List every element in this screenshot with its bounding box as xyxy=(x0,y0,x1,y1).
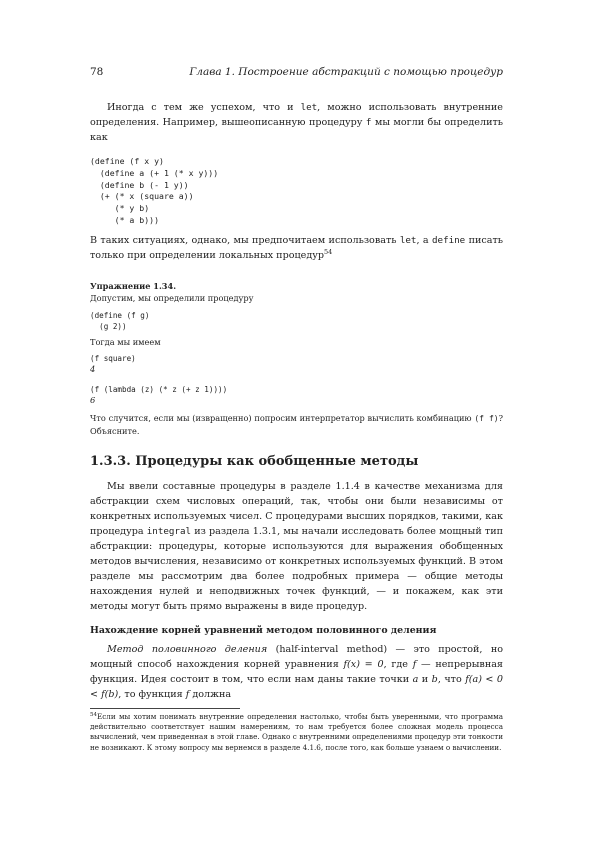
subsection-title: Нахождение корней уравнений методом половинного деления xyxy=(90,625,437,636)
section-title: 1.3.3. Процедуры как обобщенные методы xyxy=(90,454,419,469)
page-number: 78 xyxy=(90,66,104,78)
book-page xyxy=(90,66,503,753)
exercise-line-1: Допустим, мы определили процедуру xyxy=(90,292,254,303)
exercise-code-b: (f square) xyxy=(90,354,136,364)
page-header xyxy=(90,66,503,82)
exercise-title: Упражнение 1.34. xyxy=(90,280,177,291)
exercise-code-c: (f (lambda (z) (* z (+ z 1)))) xyxy=(90,384,228,394)
exercise-code-a: (define (f g) (g 2)) xyxy=(90,310,150,331)
footnote-ref: 54 xyxy=(324,247,333,256)
exercise-1-34 xyxy=(90,280,503,437)
exercise-output-c: 6 xyxy=(90,394,96,405)
footnote-54: $^{54}$Если мы хотим понимать внутренние определения настолько, чтобы быть уверенными, что программа действительно соответствует нашим намерениям, то нам требуется более сложная модель процесса вычислений, чем приведенная в этой главе. Однако с внутренними определениями процедур эти тонкости не возникают. К этому вопросу мы вернемся в разделе 4.1.6, после того, как больше узнаем о вычислении. xyxy=(90,712,503,752)
exercise-output-b: 4 xyxy=(90,364,96,375)
code-let: let xyxy=(300,102,318,113)
exercise-line-2: Тогда мы имеем xyxy=(90,337,161,348)
after-code-paragraph: В таких ситуациях, однако, мы предпочитаем использовать let, а define писать только при определении локальных процедур$^{54}$ xyxy=(90,234,503,261)
section-paragraph: Мы ввели составные процедуры в разделе 1.1.4 в качестве механизма для абстракции схем числовых операций, так, чтобы они были независимы от конкретных используемых чисел. С процедурами высших порядков, такими, как процедура integral из раздела 1.3.1, мы начали исследовать более мощный тип абстракции: процедуры, которые используются для выражения обобщенных методов вычисления, независимо от конкретных используемых функций. В этом разделе мы рассмотрим два более подробных примера — общие методы нахождения нулей и неподвижных точек функций, — и покажем, как эти методы могут быть прямо выражены в виде процедур. xyxy=(90,481,503,612)
intro-paragraph: Иногда с тем же успехом, что и let, можно использовать внутренние определения. Например, вышеописанную процедуру f мы могли бы определить как xyxy=(90,102,503,143)
code-block-define-f: (define (f x y) (define a (+ 1 (* x y))) (define b (- 1 y)) (+ (* x (square a)) (* y b) (* a b))) xyxy=(90,156,219,225)
exercise-question: Что случится, если мы (извращенно) попросим интерпретатор вычислить комбинацию (f f)? Объясните. xyxy=(90,413,503,436)
subsection-paragraph: Метод половинного деления (half-interval method) — это простой, но мощный способ нахождения корней уравнения f(x) = 0, где f — непрерывная функция. Идея состоит в том, что если нам даны такие точки a и b, что f(a) < 0 < f(b), то функция f должна xyxy=(90,644,504,700)
running-title: Глава 1. Построение абстракций с помощью процедур xyxy=(189,66,503,78)
code-f: f xyxy=(365,117,372,128)
